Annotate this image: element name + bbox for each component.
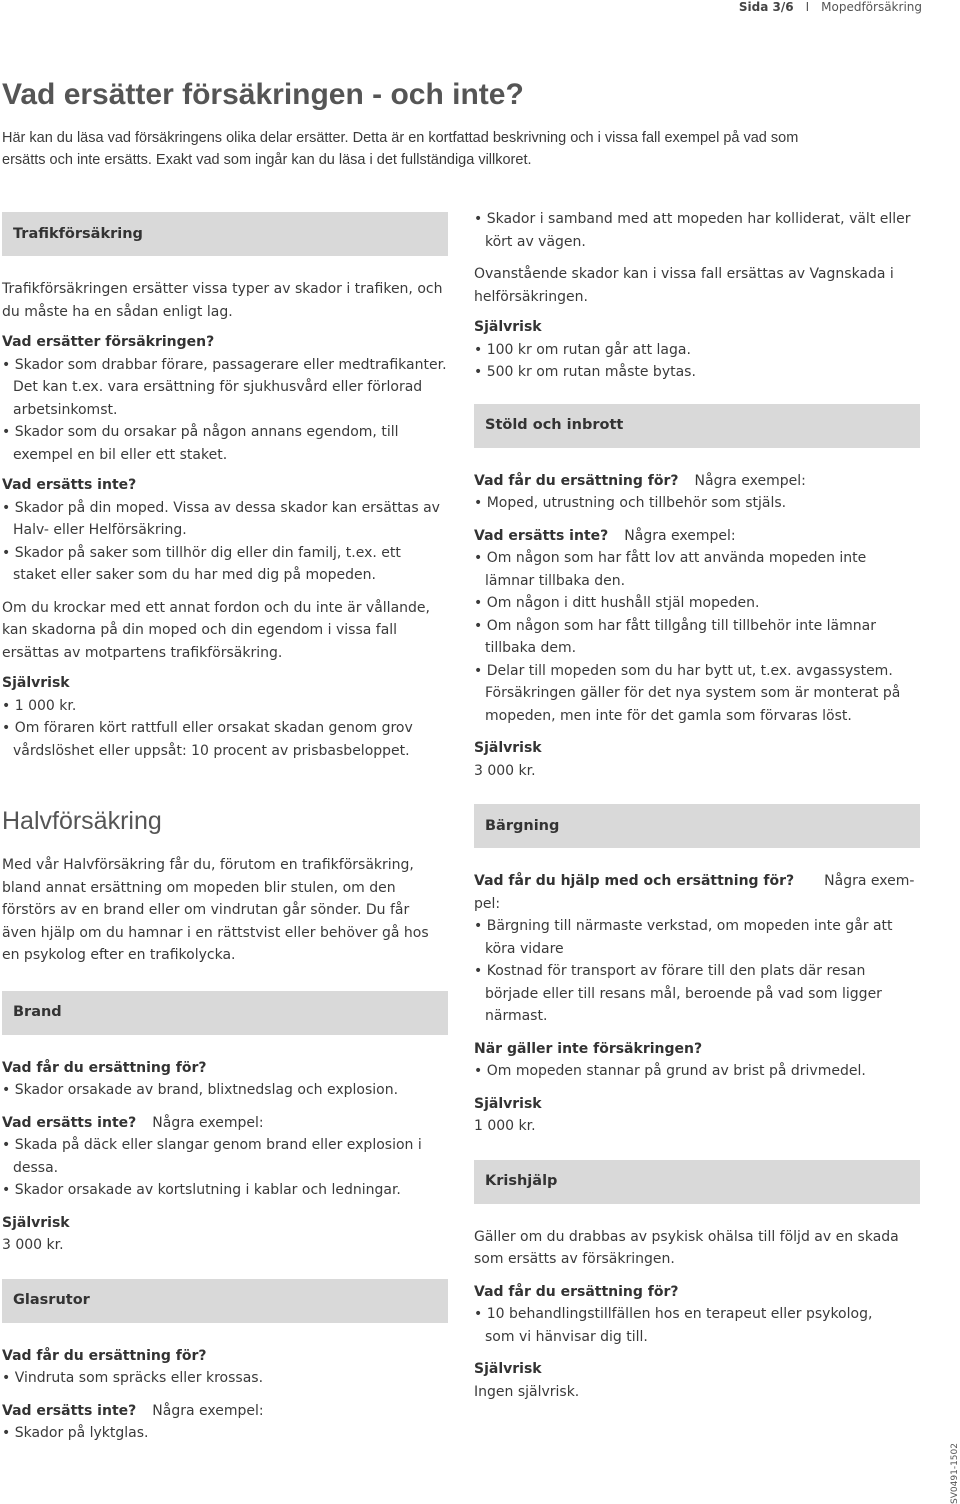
trafik-covers-heading: Vad ersätter försäkringen? bbox=[2, 334, 215, 350]
header-divider: I bbox=[805, 0, 810, 14]
bargning-covers-examples: Några exempel: bbox=[474, 873, 915, 912]
brand-excl-1: • Skada på däck eller slangar genom brand eller explosion i dessa. bbox=[2, 1137, 422, 1176]
glas-deductible-1: • 100 kr om rutan går att laga. bbox=[474, 341, 691, 358]
kris-covers-1: • 10 behandlingstillfällen hos en terapeut eller psykolog, bbox=[474, 1306, 873, 1322]
trafik-collision: Om du krockar med ett annat fordon och du inte är vållande, kan skadorna på din moped och din egendom i vissa fall ersättas av motpartens trafikförsäkring. bbox=[2, 599, 430, 661]
right-column bbox=[474, 208, 920, 1403]
stold-deductible-heading: Självrisk bbox=[474, 740, 542, 756]
page-number: Sida 3/6 bbox=[738, 0, 794, 14]
stold-excl-heading: Vad ersätts inte? Några exempel: bbox=[474, 527, 736, 544]
trafik-covers-1: • Skador som drabbar förare, passagerare eller medtrafikanter. bbox=[2, 356, 447, 373]
product-name: Mopedförsäkring bbox=[821, 0, 922, 14]
bargning-deductible-heading: Självrisk bbox=[474, 1095, 542, 1112]
stold-excl-4-note: Försäkringen gäller för det nya system som är monterat på mopeden, men inte för det gamla som förvaras löst. bbox=[485, 685, 901, 724]
stold-excl-1: • Om någon som har fått lov att använda mopeden inte lämnar tillbaka den. bbox=[474, 550, 867, 589]
section-header-trafik: Trafikförsäkring bbox=[2, 212, 448, 256]
stold-excl-4: • Delar till mopeden som du har bytt ut, t.ex. avgassystem. bbox=[474, 662, 893, 679]
page-header bbox=[739, 0, 922, 14]
trafik-deductible-heading: Självrisk bbox=[2, 675, 70, 691]
trafik-deductible-2: • Om föraren kört rattfull eller orsakat skadan genom grov vårdslöshet eller uppsåt: 10 procent av prisbasbeloppet. bbox=[2, 720, 413, 759]
glas-note: Ovanstående skador kan i vissa fall ersättas av Vagnskada i helförsäkringen. bbox=[474, 266, 894, 305]
kris-desc: Gäller om du drabbas av psykisk ohälsa till följd av en skada som ersätts av försäkringen. bbox=[474, 1228, 899, 1267]
bargning-covers-1: • Bärgning till närmaste verkstad, om mopeden inte går att köra vidare bbox=[474, 918, 893, 957]
section-header-bargning: Bärgning bbox=[474, 804, 920, 848]
stold-covers-examples: Några exempel: bbox=[694, 472, 806, 489]
stold-excl-3: • Om någon som har fått tillgång till tillbehör inte lämnar tillbaka dem. bbox=[474, 617, 876, 656]
bargning-covers-2: • Kostnad för transport av förare till den plats där resan började eller till resans mål, beroende på vad som ligger närmast. bbox=[474, 963, 882, 1024]
glas-covers-heading: Vad får du ersättning för? bbox=[2, 1347, 207, 1364]
glas-covers-1: • Vindruta som spräcks eller krossas. bbox=[2, 1370, 264, 1386]
trafik-excl-heading: Vad ersätts inte? bbox=[2, 477, 137, 493]
trafik-covers-2: • Skador som du orsakar på någon annans egendom, till exempel en bil eller ett staket. bbox=[2, 424, 399, 463]
trafik-desc: Trafikförsäkringen ersätter vissa typer av skador i trafiken, och du måste ha en sådan enligt lag. bbox=[2, 281, 443, 320]
document-code: SV0491-1502 bbox=[950, 1443, 960, 1504]
brand-covers-heading: Vad får du ersättning för? bbox=[2, 1059, 207, 1076]
stold-covers-1: • Moped, utrustning och tillbehör som stjäls. bbox=[474, 495, 787, 511]
stold-excl-examples: Några exempel: bbox=[624, 527, 736, 544]
section-header-glas: Glasrutor bbox=[2, 1279, 448, 1323]
section-title-halv: Halvförsäkring bbox=[2, 807, 162, 835]
brand-excl-2: • Skador orsakade av kortslutning i kablar och ledningar. bbox=[2, 1182, 401, 1198]
brand-excl-examples: Några exempel: bbox=[152, 1114, 264, 1131]
section-header-brand: Brand bbox=[2, 991, 448, 1035]
bargning-excl-1: • Om mopeden stannar på grund av brist på drivmedel. bbox=[474, 1063, 866, 1079]
kris-deductible: Ingen självrisk. bbox=[474, 1383, 580, 1400]
brand-deductible-heading: Självrisk bbox=[2, 1214, 70, 1231]
brand-excl-heading: Vad ersätts inte? Några exempel: bbox=[2, 1114, 264, 1131]
bargning-deductible: 1 000 kr. bbox=[474, 1118, 536, 1134]
bargning-covers-heading: Vad får du hjälp med och ersättning för? Några exempel: bbox=[474, 873, 915, 912]
trafik-excl-1: • Skador på din moped. Vissa av dessa skador kan ersättas av Halv- eller Helförsäkring. bbox=[2, 499, 440, 538]
brand-covers-1: • Skador orsakade av brand, blixtnedslag och explosion. bbox=[2, 1082, 399, 1098]
stold-deductible: 3 000 kr. bbox=[474, 762, 536, 779]
brand-deductible: 3 000 kr. bbox=[2, 1237, 64, 1253]
left-column bbox=[2, 212, 448, 1445]
halv-desc: Med vår Halvförsäkring får du, förutom en trafikförsäkring, bland annat ersättning om mopeden blir stulen, om den förstörs av en brand eller om vindrutan går sönder. Du får även hjälp om du hamnar i en rättstvist eller behöver gå hos en psykolog efter en trafikolycka. bbox=[2, 857, 429, 963]
trafik-excl-2: • Skador på saker som tillhör dig eller din familj, t.ex. ett staket eller saker som du har med dig på mopeden. bbox=[2, 544, 401, 583]
trafik-covers-1-note: Det kan t.ex. vara ersättning för sjukhusvård eller förlorad arbetsinkomst. bbox=[13, 379, 423, 418]
kris-covers-1-cont: som vi hänvisar dig till. bbox=[485, 1328, 648, 1345]
glas-excl-examples: Några exempel: bbox=[152, 1402, 264, 1419]
glas-deductible-2: • 500 kr om rutan måste bytas. bbox=[474, 364, 696, 380]
kris-deductible-heading: Självrisk bbox=[474, 1361, 542, 1377]
glas-deductible-heading: Självrisk bbox=[474, 319, 542, 335]
stold-covers-heading: Vad får du ersättning för? Några exempel: bbox=[474, 472, 806, 489]
section-header-kris: Krishjälp bbox=[474, 1160, 920, 1204]
glas-excl-heading: Vad ersätts inte? Några exempel: bbox=[2, 1402, 264, 1419]
intro-text: Här kan du läsa vad försäkringens olika delar ersätter. Detta är en kortfattad beskrivning och i vissa fall exempel på vad som ersätts och inte ersätts. Exakt vad som ingår kan du läsa i det fullständiga villkoret. bbox=[2, 130, 799, 168]
page-title: Vad ersätter försäkringen - och inte? bbox=[2, 78, 524, 111]
glas-excl-2: • Skador i samband med att mopeden har kolliderat, vält eller kört av vägen. bbox=[474, 211, 911, 250]
trafik-deductible-1: • 1 000 kr. bbox=[2, 697, 77, 714]
glas-excl-1: • Skador på lyktglas. bbox=[2, 1425, 149, 1441]
kris-covers-heading: Vad får du ersättning för? bbox=[474, 1283, 679, 1300]
bargning-excl-heading: När gäller inte försäkringen? bbox=[474, 1040, 703, 1057]
section-header-stold: Stöld och inbrott bbox=[474, 404, 920, 448]
stold-excl-2: • Om någon i ditt hushåll stjäl mopeden. bbox=[474, 595, 760, 611]
